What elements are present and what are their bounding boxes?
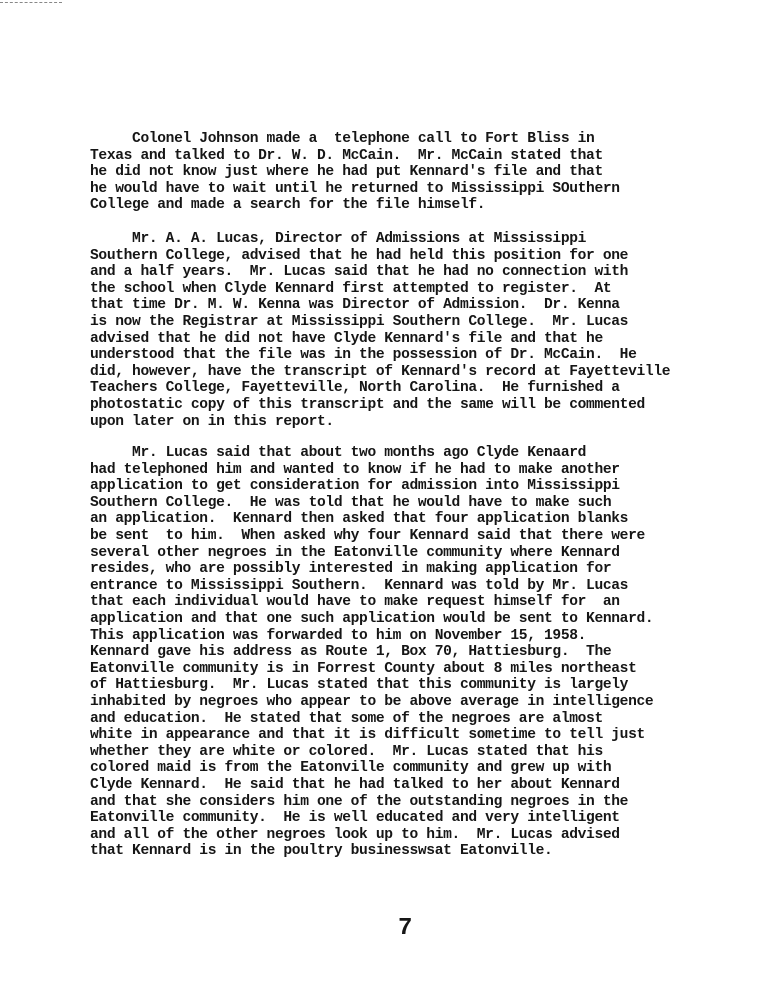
text-line: Eatonville community. He is well educated and very intelligent: [90, 810, 620, 827]
text-line: of Hattiesburg. Mr. Lucas stated that this community is largely: [90, 677, 629, 694]
text-line: several other negroes in the Eatonville community where Kennard: [90, 544, 620, 561]
text-line: white in appearance and that it is difficult sometime to tell just: [90, 727, 645, 744]
text-line: This application was forwarded to him on November 15, 1958.: [90, 627, 587, 644]
text-line: be sent to him. When asked why four Kennard said that there were: [90, 528, 645, 544]
text-line: the school when Clyde Kennard first attempted to register. At: [90, 280, 612, 297]
text-line: Eatonville community is in Forrest County about 8 miles northeast: [90, 660, 637, 677]
text-line: that time Dr. M. W. Kenna was Director of Admission. Dr. Kenna: [90, 297, 620, 314]
text-line: an application. Kennard then asked that four application blanks: [90, 511, 629, 528]
text-line: that each individual would have to make request himself for an: [90, 594, 620, 611]
text-line: he did not know just where he had put Kennard's file and that: [90, 164, 603, 181]
text-line: Texas and talked to Dr. W. D. McCain. Mr. McCain stated that: [90, 147, 603, 164]
text-line: Southern College. He was told that he would have to make such: [90, 494, 612, 511]
text-line: upon later on in this report.: [90, 413, 334, 430]
text-line: Southern College, advised that he had held this position for one: [90, 247, 629, 264]
text-line: and education. He stated that some of the negroes are almost: [90, 710, 603, 727]
text-line: and a half years. Mr. Lucas said that he had no connection with: [90, 264, 629, 281]
text-line: he would have to wait until he returned to Mississippi SOuthern: [90, 180, 620, 197]
text-line: advised that he did not have Clyde Kennard's file and that he: [90, 330, 603, 347]
text-line: photostatic copy of this transcript and the same will be commented: [90, 397, 645, 413]
text-line: entrance to Mississippi Southern. Kennard was told by Mr. Lucas: [90, 577, 629, 594]
text-line: is now the Registrar at Mississippi Southern College. Mr. Lucas: [90, 314, 629, 330]
page-number: 7: [398, 915, 413, 942]
text-line: colored maid is from the Eatonville community and grew up with: [90, 760, 612, 777]
text-line: and all of the other negroes look up to him. Mr. Lucas advised: [90, 826, 620, 843]
text-line: Teachers College, Fayetteville, North Carolina. He furnished a: [90, 380, 620, 397]
text-line: College and made a search for the file himself.: [90, 197, 486, 214]
scan-corner-mark: [0, 2, 62, 3]
text-line: application to get consideration for admission into Mississippi: [90, 478, 620, 495]
text-line: resides, who are possibly interested in making application for: [90, 561, 612, 578]
text-line: Kennard gave his address as Route 1, Box 70, Hattiesburg. The: [90, 644, 612, 661]
text-line: application and that one such application would be sent to Kennard.: [90, 611, 654, 627]
text-line: and that she considers him one of the outstanding negroes in the: [90, 793, 629, 810]
text-line: Colonel Johnson made a telephone call to Fort Bliss in: [90, 131, 595, 147]
text-line: Mr. A. A. Lucas, Director of Admissions at Mississippi: [90, 231, 587, 247]
text-line: Clyde Kennard. He said that he had talked to her about Kennard: [90, 777, 620, 793]
text-line: inhabited by negroes who appear to be above average in intelligence: [90, 694, 654, 710]
text-line: whether they are white or colored. Mr. Lucas stated that his: [90, 743, 603, 760]
text-line: had telephoned him and wanted to know if he had to make another: [90, 461, 620, 478]
text-line: Mr. Lucas said that about two months ago Clyde Kenaard: [90, 445, 587, 461]
text-line: understood that the file was in the possession of Dr. McCain. He: [90, 347, 637, 364]
text-line: that Kennard is in the poultry businesswsat Eatonville.: [90, 843, 553, 860]
text-line: did, however, have the transcript of Kennard's record at Fayetteville: [90, 363, 671, 380]
